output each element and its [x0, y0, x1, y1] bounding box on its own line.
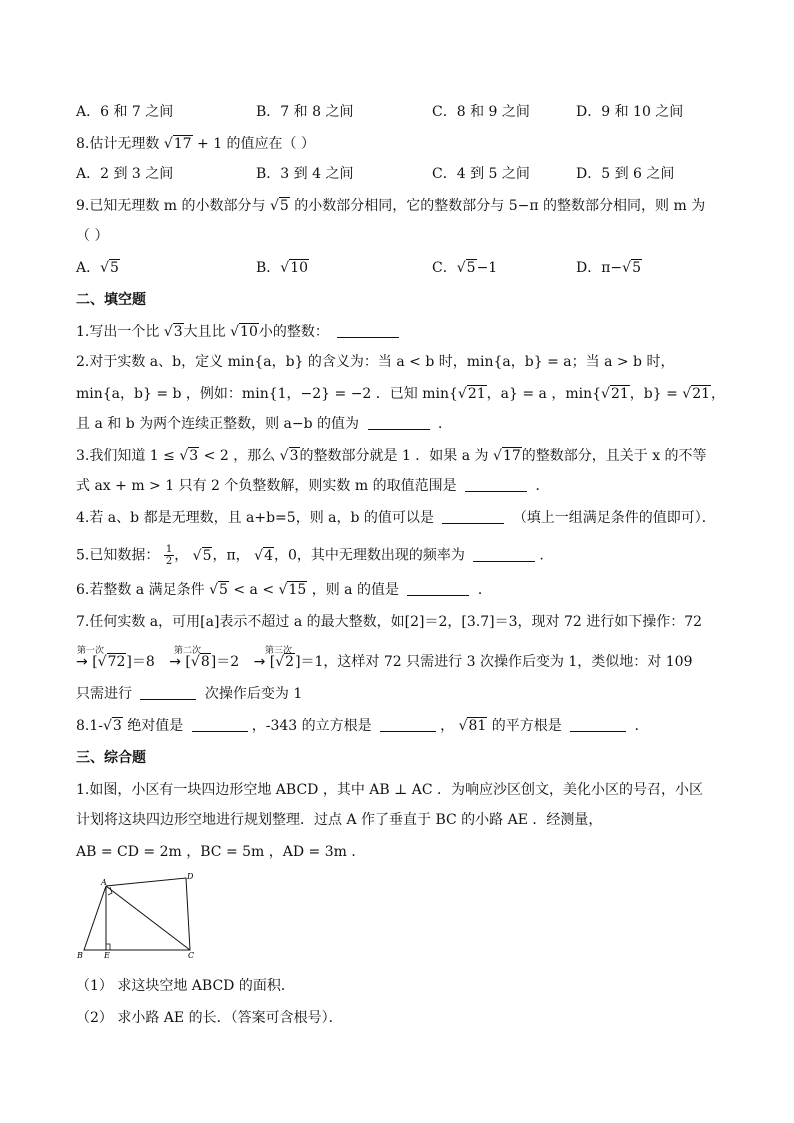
- q8-option-d: D．5 到 6 之间: [576, 166, 675, 182]
- vertex-label-d: D: [187, 872, 194, 881]
- answer-blank[interactable]: [570, 717, 626, 732]
- fill-7-line3: 只需进行 次操作后变为 1: [76, 686, 303, 702]
- step-label-3: 第三次: [265, 646, 293, 656]
- answer-blank[interactable]: [140, 685, 196, 700]
- q7-option-d: D．9 和 10 之间: [576, 104, 684, 120]
- fill-5: 5.已知数据： $\frac{1}{2}$ ， √5，π， √4，0，其中无理数出现的频率为 .: [76, 544, 544, 567]
- comp-1-subq1: （1） 求这块空地 ABCD 的面积．: [76, 978, 295, 994]
- sqrt-17: √17: [163, 136, 192, 152]
- quadrilateral-figure: [74, 872, 206, 960]
- comp-1-subq2: （2） 求小路 AE 的长．（答案可含根号）．: [76, 1010, 343, 1026]
- q8-options: [76, 164, 716, 184]
- fill-6: 6.若整数 a 满足条件 √5 < a < √15 ，则 a 的值是 ．: [76, 582, 492, 598]
- fill-7-line1: 7.任何实数 a，可用[a]表示不超过 a 的最大整数，如[2]＝2，[3.7]＝3，现对 72 进行如下操作：72: [76, 614, 703, 630]
- q7-option-b: B．7 和 8 之间: [256, 104, 354, 120]
- vertex-label-e: E: [104, 951, 110, 960]
- q7-option-a: A．6 和 7 之间: [76, 104, 174, 120]
- q9-stem-line2: （ ）: [76, 228, 109, 244]
- fill-2-line3: 且 a 和 b 为两个连续正整数，则 a−b 的值为 ．: [76, 416, 452, 432]
- section-comprehensive-title: 三、综合题: [76, 750, 146, 766]
- arrow-icon: →: [76, 654, 88, 670]
- answer-blank[interactable]: [368, 415, 430, 430]
- q9-option-c: C．√5−1: [432, 260, 498, 276]
- q7-option-c: C．8 和 9 之间: [432, 104, 530, 120]
- fill-3-line2: 式 ax + m > 1 只有 2 个负整数解，则实数 m 的取值范围是 ．: [76, 478, 550, 494]
- q8-option-c: C．4 到 5 之间: [432, 166, 530, 182]
- answer-blank[interactable]: [407, 581, 469, 596]
- q7-options: [76, 102, 716, 122]
- q8-option-b: B．3 到 4 之间: [256, 166, 354, 182]
- comp-1-line3: AB = CD = 2m ，BC = 5m ，AD = 3m ．: [76, 844, 366, 860]
- answer-blank[interactable]: [465, 477, 527, 492]
- answer-blank[interactable]: [380, 717, 436, 732]
- step-label-2: 第二次: [174, 646, 202, 656]
- fill-2-line2: min{a，b} = b ，例如：min{1，−2} = −2 ．已知 min{√21，a} = a ，min{√21，b} = √21，: [76, 386, 726, 402]
- arrow-icon: →: [253, 654, 266, 670]
- comp-1-line2: 计划将这块四边形空地进行规划整理．过点 A 作了垂直于 BC 的小路 AE ．经测量，: [76, 812, 603, 828]
- answer-blank[interactable]: [442, 509, 504, 524]
- fill-1: 1.写出一个比 √3大且比 √10小的整数：: [76, 322, 403, 342]
- comp-1-line1: 1.如图，小区有一块四边形空地 ABCD ，其中 AB ⊥ AC ．为响应沙区创文，美化小区的号召，小区: [76, 782, 704, 798]
- fill-8: 8.1-√3 绝对值是 ，-343 的立方根是 ， √81 的平方根是 ．: [76, 718, 649, 734]
- arrow-icon: →: [169, 654, 181, 670]
- fill-4: 4.若 a、b 都是无理数，且 a+b=5，则 a，b 的值可以是 （填上一组满足条件的值即可）．: [76, 510, 716, 526]
- vertex-label-c: C: [188, 951, 195, 960]
- q9-option-b: B．√10: [256, 260, 309, 276]
- fill-2-line1: 2.对于实数 a、b，定义 min{a，b} 的含义为：当 a < b 时，min{a，b} = a；当 a > b 时，: [76, 354, 675, 370]
- q8-stem: 8.估计无理数 √17 + 1 的值应在（ ）: [76, 136, 316, 152]
- vertex-label-b: B: [77, 951, 83, 960]
- step-label-1: 第一次: [77, 646, 105, 656]
- answer-blank[interactable]: [337, 323, 399, 338]
- fill-3-line1: 3.我们知道 1 ≤ √3 < 2 ，那么 √3的整数部分就是 1 ．如果 a 为 √17的整数部分，且关于 x 的不等: [76, 448, 707, 464]
- q9-option-a: A．√5: [76, 260, 119, 276]
- fill-7-line2: → [√72]＝8 → [√8]＝2 → [√2]＝1，这样对 72 只需进行 3 次操作后变为 1，类似地：对 109: [76, 654, 693, 670]
- answer-blank[interactable]: [473, 547, 535, 562]
- q9-stem-line1: 9.已知无理数 m 的小数部分与 √5 的小数部分相同，它的整数部分与 5−π 的整数部分相同，则 m 为: [76, 198, 706, 214]
- sqrt-5: √5: [270, 198, 289, 214]
- answer-blank[interactable]: [192, 717, 248, 732]
- fraction-one-half: $\frac{1}{2}$: [165, 544, 173, 567]
- q9-option-d: D．π−√5: [576, 260, 641, 276]
- section-fill-in-title: 二、填空题: [76, 292, 146, 308]
- vertex-label-a: A: [101, 878, 107, 887]
- q8-option-a: A．2 到 3 之间: [76, 166, 174, 182]
- q9-options: [76, 258, 716, 278]
